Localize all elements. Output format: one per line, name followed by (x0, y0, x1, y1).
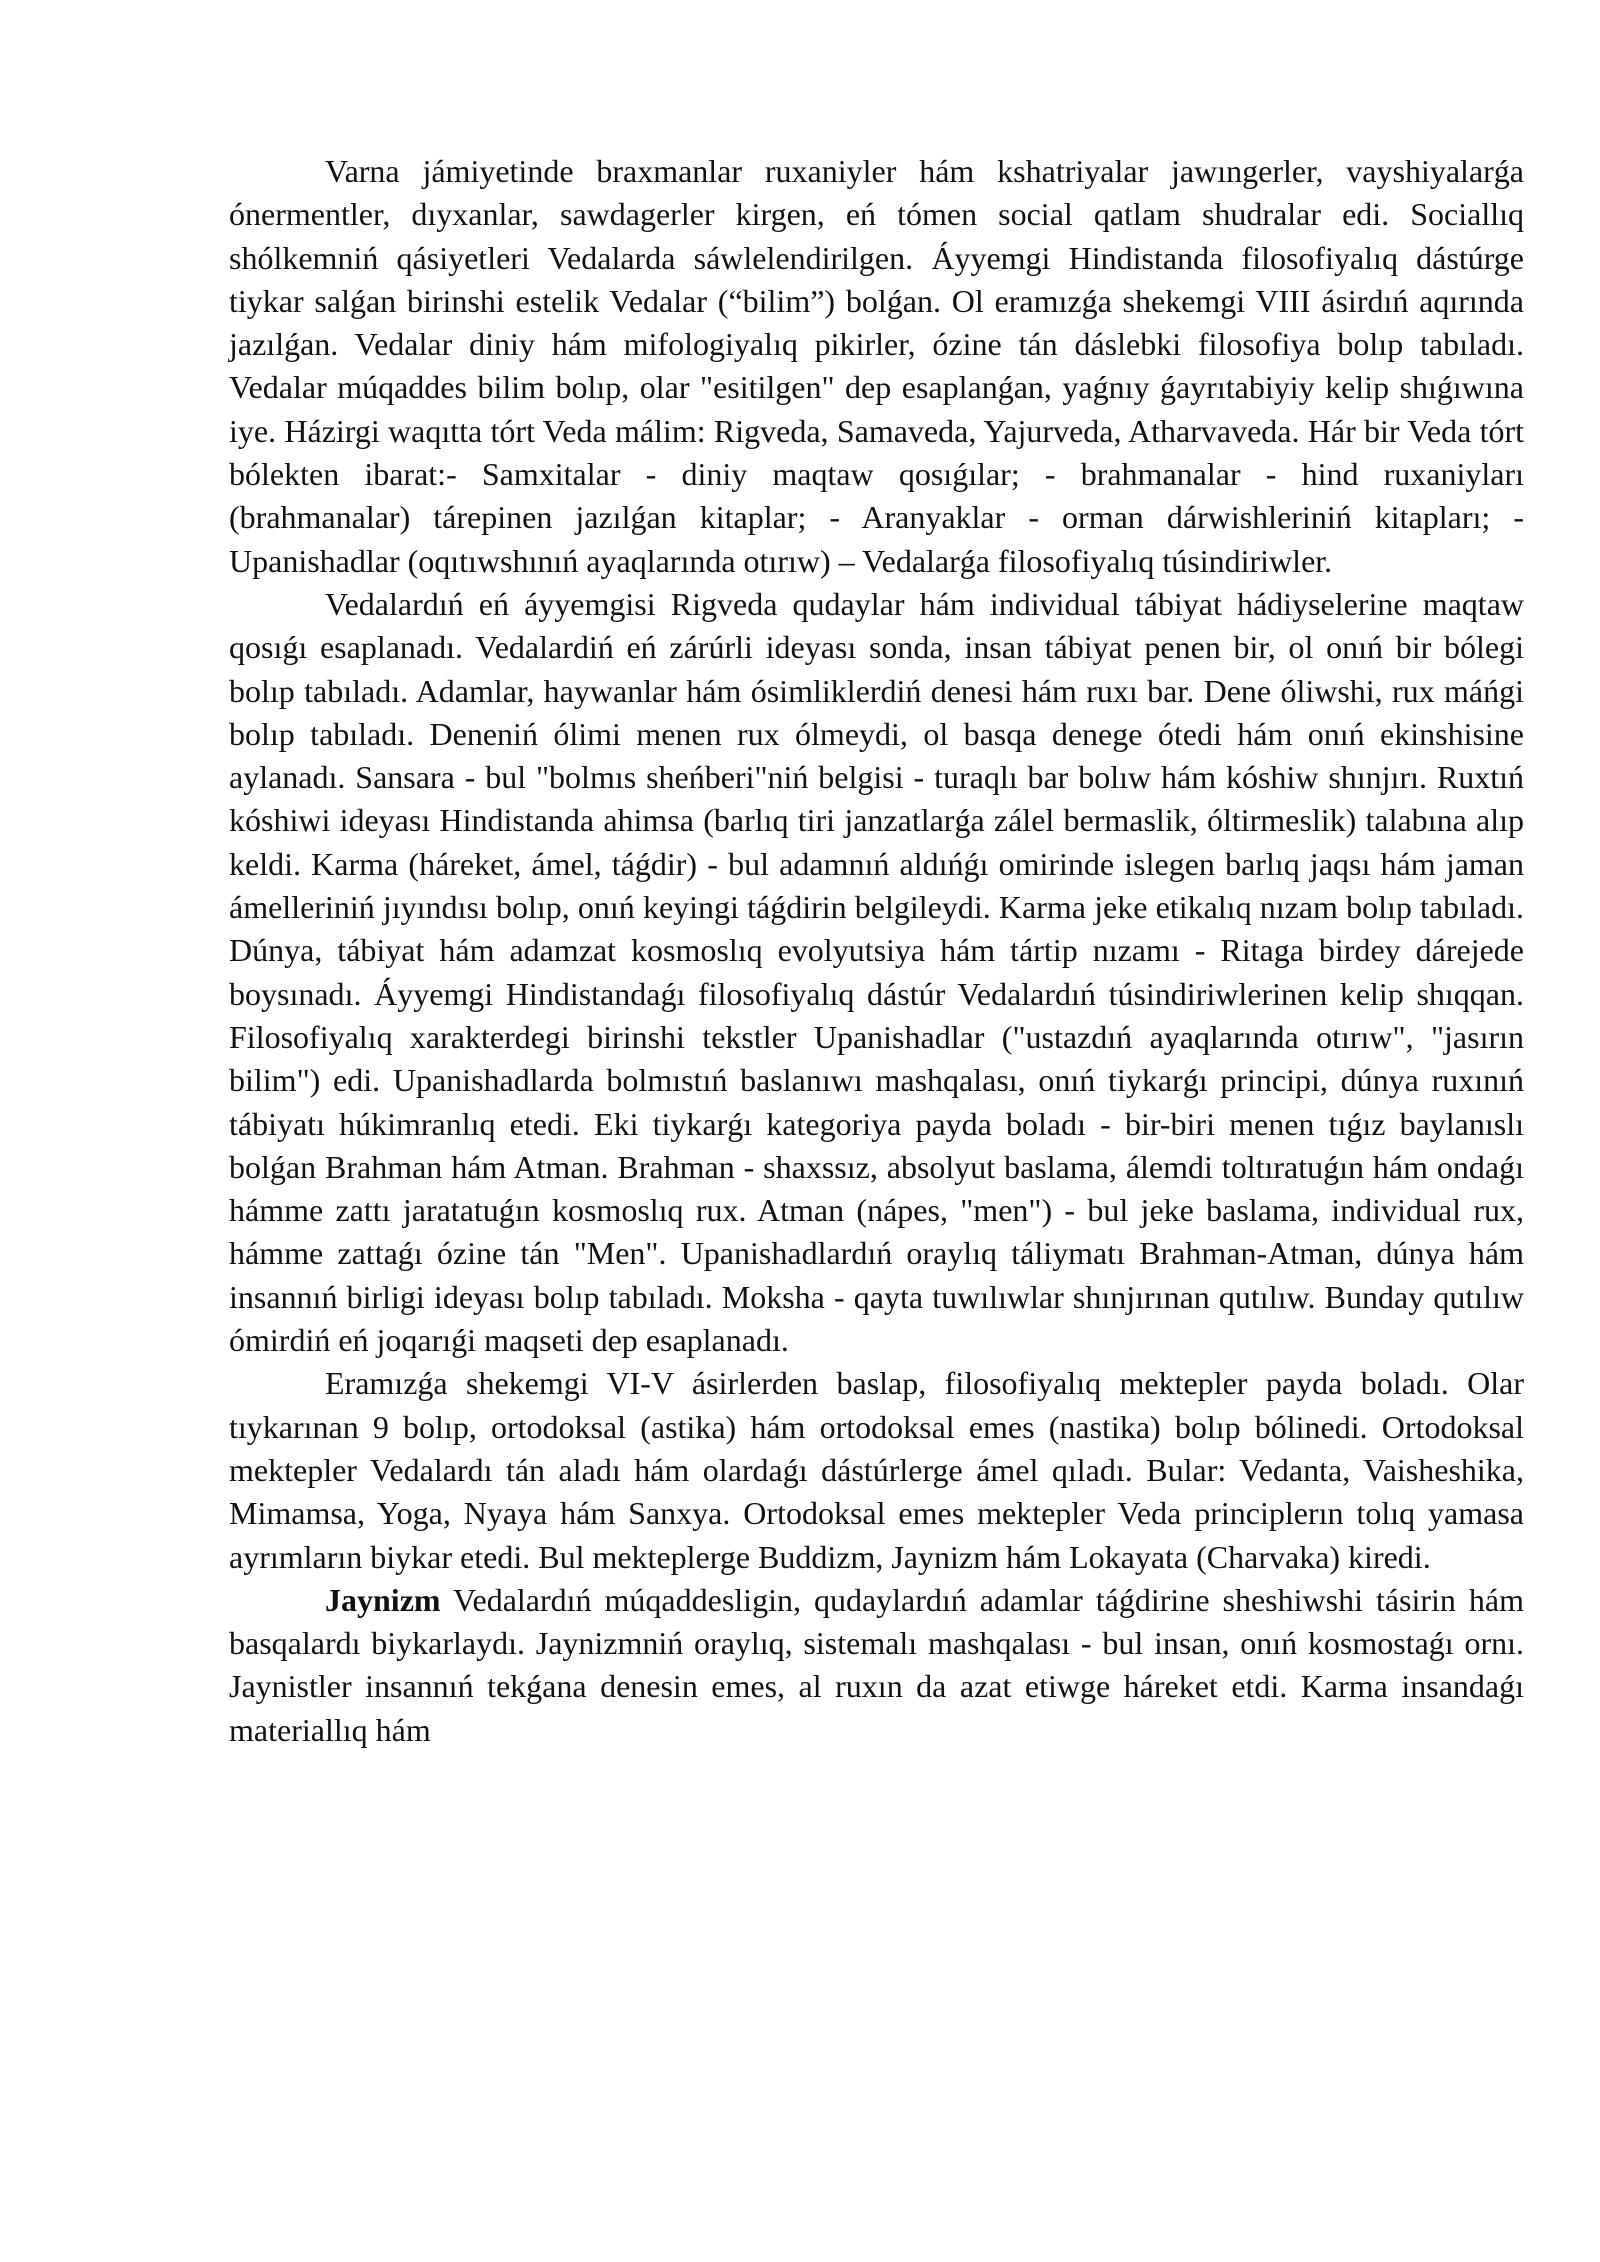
document-page (229, 150, 1524, 1752)
paragraph-rigveda (229, 583, 1524, 1362)
paragraph-text: Vedalardıń eń áyyemgisi Rigveda qudaylar hám individual tábiyat hádiyselerine maqtaw qosıǵı esaplanadı. Vedalardiń eń zárúrli ideyası sonda, insan tábiyat penen bir, ol onıń bir bólegi bolıp tabıladı. Adamlar, haywanlar hám ósimliklerdiń denesi hám ruxı bar. Dene óliwshi, rux máńgi bolıp tabıladı. Deneniń ólimi menen rux ólmeydi, ol basqa denege ótedi hám onıń ekinshisine aylanadı. Sansara - bul "bolmıs sheńberi"niń belgisi - turaqlı bar bolıw hám kóshiw shınjırı. Ruxtıń kóshiwi ideyası Hindistanda ahimsa (barlıq tiri janzatlarǵa zálel bermaslik, óltirmeslik) talabına alıp keldi. Karma (háreket, ámel, táǵdir) - bul adamnıń aldıńǵı omirinde islegen barlıq jaqsı hám jaman ámelleriniń jıyındısı bolıp, onıń keyingi táǵdirin belgileydi. Karma jeke etikalıq nızam bolıp tabıladı. Dúnya, tábiyat hám adamzat kosmoslıq evolyutsiya hám tártip nızamı - Ritaga birdey dárejede boysınadı. Áyyemgi Hindistandaǵı filosofiyalıq dástúr Vedalardıń túsindiriwlerinen kelip shıqqan. Filosofiyalıq xarakterdegi birinshi tekstler Upanishadlar ("ustazdıń ayaqlarında otırıw", "jasırın bilim") edi. Upanishadlarda bolmıstıń baslanıwı mashqalası, onıń tiykarǵı principi, dúnya ruxınıń tábiyatı húkimranlıq etedi. Eki tiykarǵı kategoriya payda boladı - bir-biri menen tıǵız baylanıslı bolǵan Brahman hám Atman. Brahman - shaxssız, absolyut baslama, álemdi toltıratuǵın hám ondaǵı hámme zattı jaratatuǵın kosmoslıq rux. Atman (nápes, "men") - bul jeke baslama, individual rux, hámme zattaǵı ózine tán "Men". Upanishadlardıń oraylıq táliymatı Brahman-Atman, dúnya hám insannıń birligi ideyası bolıp tabıladı. Moksha - qayta tuwılıwlar shınjırınan qutılıw. Bunday qutılıw ómirdiń eń joqarıǵi maqseti dep esaplanadı. (229, 585, 1524, 1359)
paragraph-varna (229, 150, 1524, 583)
paragraph-text: Eramızǵa shekemgi VI-V ásirlerden baslap, filosofiyalıq mektepler payda boladı. Olar tıykarınan 9 bolıp, ortodoksal (astika) hám ortodoksal emes (nastika) bolıp bólinedi. Ortodoksal mektepler Vedalardı tán aladı hám olardaǵı dástúrlerge ámel qıladı. Bular: Vedanta, Vaisheshika, Mimamsa, Yoga, Nyaya hám Sanxya. Ortodoksal emes mektepler Veda principlerın tolıq yamasa ayrımların biykar etedi. Bul mekteplerge Buddizm, Jaynizm hám Lokayata (Charvaka) kiredi. (229, 1365, 1524, 1575)
bold-term: Jaynizm (325, 1581, 441, 1618)
paragraph-schools (229, 1362, 1524, 1578)
paragraph-text: Varna jámiyetinde braxmanlar ruxaniyler hám kshatriyalar jawıngerler, vayshiyalarǵa ónermentler, dıyxanlar, sawdagerler kirgen, eń tómen social qatlam shudralar edi. Sociallıq shólkemniń qásiyetleri Vedalarda sáwlelendirilgen. Áyyemgi Hindistanda filosofiyalıq dástúrge tiykar salǵan birinshi estelik Vedalar (“bilim”) bolǵan. Ol eramızǵa shekemgi VIII ásirdıń aqırında jazılǵan. Vedalar diniy hám mifologiyalıq pikirler, ózine tán dáslebki filosofiya bolıp tabıladı. Vedalar múqaddes bilim bolıp, olar "esitilgen" dep esaplanǵan, yaǵnıy ǵayrıtabiyiy kelip shıǵıwına iye. Házirgi waqıtta tórt Veda málim: Rigveda, Samaveda, Yajurveda, Atharvaveda. Hár bir Veda tórt bólekten ibarat:- Samxitalar - diniy maqtaw qosıǵılar; - brahmanalar - hind ruxaniyları (brahmanalar) tárepinen jazılǵan kitaplar; - Aranyaklar - orman dárwishleriniń kitapları; - Upanishadlar (oqıtıwshınıń ayaqlarında otırıw) – Vedalarǵa filosofiyalıq túsindiriwler. (229, 153, 1524, 579)
paragraph-text: Vedalardıń múqaddesligin, qudaylardıń adamlar táǵdirine sheshiwshi tásirin hám basqalardı biykarlaydı. Jaynizmniń oraylıq, sistemalı mashqalası - bul insan, onıń kosmostaǵı ornı. Jaynistler insannıń tekǵana denesin emes, al ruxın da azat etiwge háreket etdi. Karma insandaǵı materiallıq hám (229, 1581, 1524, 1748)
paragraph-jainism (229, 1579, 1524, 1752)
